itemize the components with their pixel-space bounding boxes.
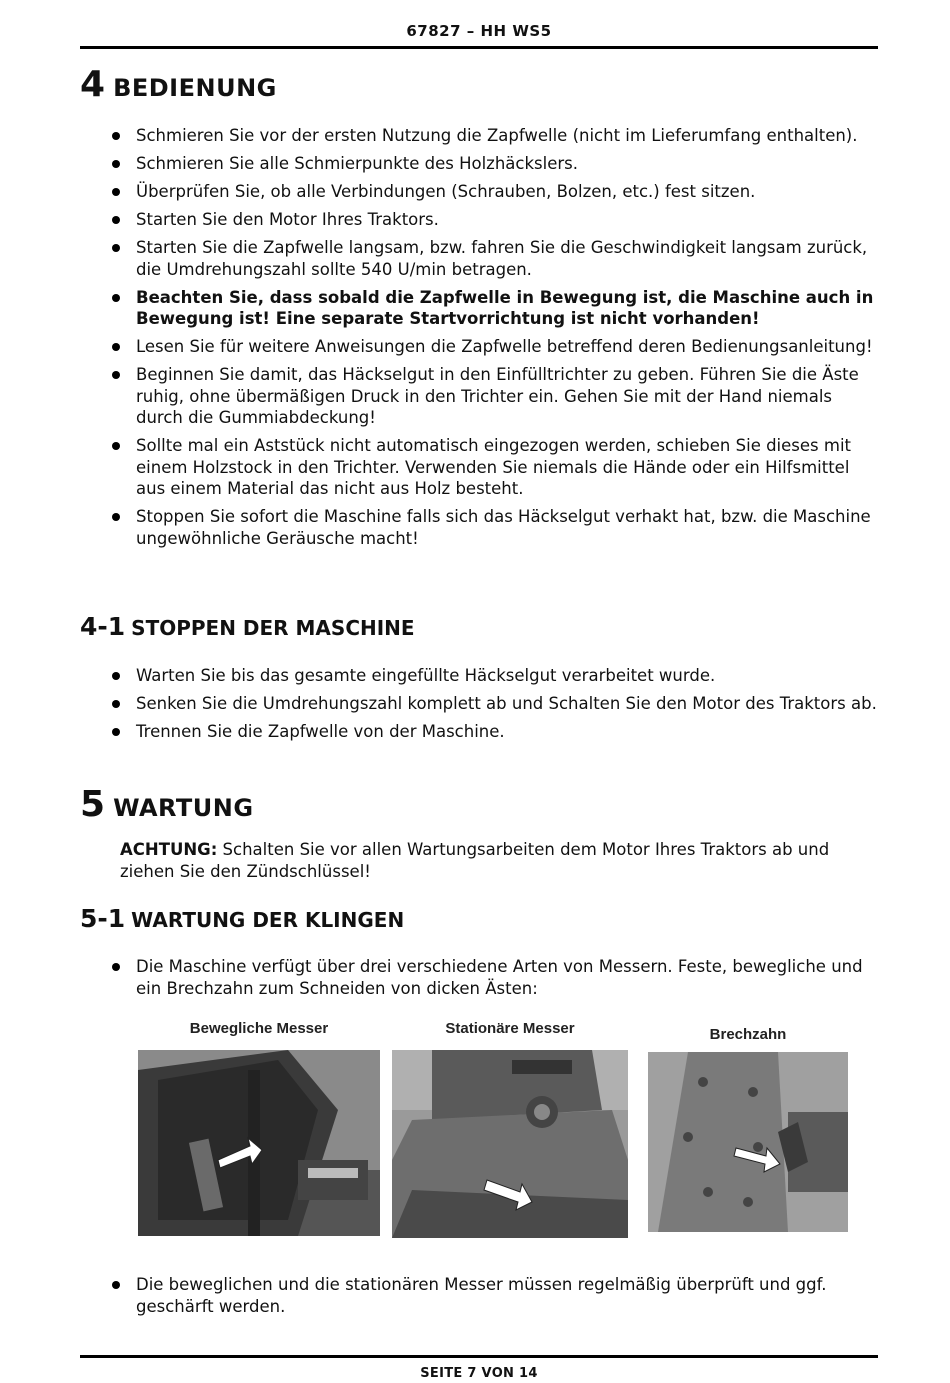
bullet-icon bbox=[112, 188, 120, 196]
page-footer: SEITE 7 VON 14 bbox=[80, 1355, 878, 1381]
section-5-1-heading bbox=[80, 904, 404, 933]
list-item: Die beweglichen und die stationären Messer müssen regelmäßig überprüft und ggf. geschärft werden. bbox=[110, 1274, 880, 1317]
section-title: STOPPEN DER MASCHINE bbox=[131, 616, 415, 640]
warning-note bbox=[120, 839, 860, 882]
section-4-heading bbox=[80, 64, 277, 105]
stationary-blade-image bbox=[392, 1050, 628, 1238]
section-5-heading bbox=[80, 784, 254, 825]
list-item: Schmieren Sie vor der ersten Nutzung die Zapfwelle (nicht im Lieferumfang enthalten). bbox=[110, 125, 880, 147]
list-item: Schmieren Sie alle Schmierpunkte des Holzhäckslers. bbox=[110, 153, 880, 175]
photo-stationary-blades bbox=[392, 1020, 628, 1242]
bullet-icon bbox=[112, 160, 120, 168]
list-item: Senken Sie die Umdrehungszahl komplett ab und Schalten Sie den Motor des Traktors ab. bbox=[110, 693, 880, 715]
photo-caption: Stationäre Messer bbox=[445, 1020, 575, 1037]
section-4-1-heading bbox=[80, 612, 415, 641]
section-number: 5 bbox=[80, 784, 106, 825]
list-item: Starten Sie den Motor Ihres Traktors. bbox=[110, 209, 880, 231]
list-item: Warten Sie bis das gesamte eingefüllte Häckselgut verarbeitet wurde. bbox=[110, 665, 880, 687]
list-item: Sollte mal ein Aststück nicht automatisch eingezogen werden, schieben Sie dieses mit einem Holzstock in den Trichter. Verwenden Sie niemals die Hände oder ein Hilfsmittel aus einem Material das nicht aus Holz besteht. bbox=[110, 435, 880, 500]
bullet-icon bbox=[112, 672, 120, 680]
list-item: Beginnen Sie damit, das Häckselgut in den Einfülltrichter zu geben. Führen Sie die Äste ruhig, ohne übermäßigen Druck in den Trichter ein. Gehen Sie mit der Hand niemals durch die Gummiabdeckung! bbox=[110, 364, 880, 429]
section-number: 4 bbox=[80, 64, 106, 105]
section-number: 5-1 bbox=[80, 904, 126, 933]
section-title: BEDIENUNG bbox=[113, 74, 277, 102]
section-4-list bbox=[110, 125, 880, 556]
photo-caption: Bewegliche Messer bbox=[189, 1020, 329, 1037]
breaker-tooth-image bbox=[648, 1052, 848, 1232]
list-item: Starten Sie die Zapfwelle langsam, bzw. fahren Sie die Geschwindigkeit langsam zurück, die Umdrehungszahl sollte 540 U/min betragen. bbox=[110, 237, 880, 280]
section-5-1-list-after bbox=[110, 1274, 880, 1324]
bullet-icon bbox=[112, 728, 120, 736]
section-number: 4-1 bbox=[80, 612, 126, 641]
photo-breaker-tooth bbox=[648, 1026, 848, 1232]
list-item: Überprüfen Sie, ob alle Verbindungen (Schrauben, Bolzen, etc.) fest sitzen. bbox=[110, 181, 880, 203]
bullet-icon bbox=[112, 343, 120, 351]
bullet-icon bbox=[112, 371, 120, 379]
warning-list-item: Beachten Sie, dass sobald die Zapfwelle in Bewegung ist, die Maschine auch in Bewegung ist! Eine separate Startvorrichtung ist nicht vorhanden! bbox=[110, 287, 880, 330]
warning-label: ACHTUNG: bbox=[120, 840, 218, 859]
list-item: Stoppen Sie sofort die Maschine falls sich das Häckselgut verhakt hat, bzw. die Maschine ungewöhnliche Geräusche macht! bbox=[110, 506, 880, 549]
page-header: 67827 – HH WS5 bbox=[80, 22, 878, 49]
section-5-1-list bbox=[110, 956, 880, 1006]
movable-blade-image bbox=[138, 1050, 380, 1236]
bullet-icon bbox=[112, 442, 120, 450]
bullet-icon bbox=[112, 513, 120, 521]
list-item: Lesen Sie für weitere Anweisungen die Zapfwelle betreffend deren Bedienungsanleitung! bbox=[110, 336, 880, 358]
bullet-icon bbox=[112, 700, 120, 708]
list-item: Trennen Sie die Zapfwelle von der Maschine. bbox=[110, 721, 880, 743]
bullet-icon bbox=[112, 963, 120, 971]
section-4-1-list bbox=[110, 665, 880, 749]
photo-caption: Brechzahn bbox=[709, 1026, 787, 1043]
bullet-icon bbox=[112, 1281, 120, 1289]
warning-text: Schalten Sie vor allen Wartungsarbeiten dem Motor Ihres Traktors ab und ziehen Sie den Zündschlüssel! bbox=[120, 840, 830, 881]
section-title: WARTUNG bbox=[113, 794, 254, 822]
list-item: Die Maschine verfügt über drei verschiedene Arten von Messern. Feste, bewegliche und ein Brechzahn zum Schneiden von dicken Ästen: bbox=[110, 956, 880, 999]
photo-movable-blades bbox=[138, 1020, 380, 1238]
bullet-icon bbox=[112, 216, 120, 224]
bullet-icon bbox=[112, 132, 120, 140]
bullet-icon bbox=[112, 294, 120, 302]
section-title: WARTUNG DER KLINGEN bbox=[131, 908, 405, 932]
bullet-icon bbox=[112, 244, 120, 252]
